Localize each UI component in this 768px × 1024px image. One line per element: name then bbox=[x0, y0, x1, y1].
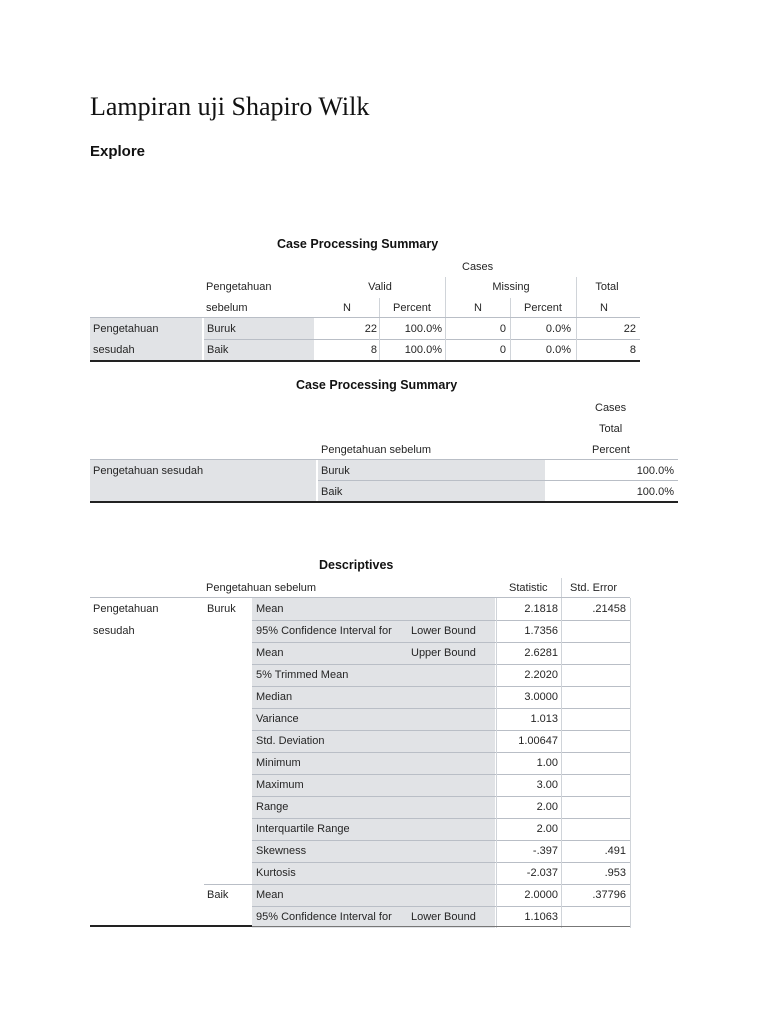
row-variable-label: sesudah bbox=[93, 344, 135, 356]
row-label-baik: Baik bbox=[207, 344, 229, 356]
descriptive-label: Variance bbox=[256, 713, 299, 725]
std-error-value bbox=[563, 775, 626, 795]
statistic-value: 3.0000 bbox=[524, 691, 558, 703]
row-label-buruk: Buruk bbox=[207, 323, 236, 335]
section-heading: Explore bbox=[90, 143, 146, 160]
percent-header: Percent bbox=[524, 302, 562, 314]
descriptive-label: Maximum bbox=[256, 779, 304, 791]
statistic-value: -.397 bbox=[532, 845, 558, 857]
statistic-value: 2.00 bbox=[536, 801, 558, 813]
value-cell: 22 bbox=[623, 323, 636, 335]
statistic-value: 2.0000 bbox=[524, 889, 558, 901]
n-header: N bbox=[474, 302, 482, 314]
total-header: Total bbox=[595, 281, 619, 293]
column-variable-label: Pengetahuan sebelum bbox=[206, 582, 317, 594]
statistic-value: 2.00 bbox=[536, 823, 558, 835]
descriptive-label: Mean bbox=[256, 889, 284, 901]
descriptive-label: Kurtosis bbox=[256, 867, 296, 879]
descriptive-label: Std. Deviation bbox=[256, 735, 325, 747]
std-error-value bbox=[563, 687, 626, 707]
descriptive-label: 95% Confidence Interval for bbox=[256, 911, 392, 923]
descriptive-label: Mean bbox=[256, 647, 284, 659]
statistic-value: 1.00647 bbox=[518, 735, 558, 747]
descriptive-label: Median bbox=[256, 691, 293, 703]
std-error-value: .491 bbox=[604, 845, 626, 857]
std-error-value bbox=[563, 621, 626, 641]
n-header: N bbox=[600, 302, 608, 314]
std-error-value bbox=[563, 907, 626, 927]
statistic-value: 2.1818 bbox=[524, 603, 558, 615]
statistic-header: Statistic bbox=[509, 582, 548, 594]
statistic-value: 3.00 bbox=[536, 779, 558, 791]
std-error-value bbox=[563, 797, 626, 817]
value-cell: 100.0% bbox=[636, 465, 674, 477]
std-error-value bbox=[563, 731, 626, 751]
descriptive-sublabel: Lower Bound bbox=[411, 625, 476, 637]
statistic-value: 2.2020 bbox=[524, 669, 558, 681]
std-error-value bbox=[563, 753, 626, 773]
missing-header: Missing bbox=[492, 281, 530, 293]
column-variable-label: sebelum bbox=[206, 302, 248, 314]
value-cell: 8 bbox=[370, 344, 377, 356]
group-label-buruk: Buruk bbox=[207, 603, 236, 615]
descriptive-label: Mean bbox=[256, 603, 284, 615]
table-title: Case Processing Summary bbox=[277, 237, 439, 251]
descriptive-label: 5% Trimmed Mean bbox=[256, 669, 349, 681]
row-label-baik: Baik bbox=[321, 486, 343, 498]
group-label-baik: Baik bbox=[207, 889, 229, 901]
descriptive-label: Skewness bbox=[256, 845, 307, 857]
std-error-header: Std. Error bbox=[570, 582, 618, 594]
row-label-buruk: Buruk bbox=[321, 465, 350, 477]
statistic-value: -2.037 bbox=[526, 867, 558, 879]
row-variable-label: sesudah bbox=[93, 625, 135, 637]
statistic-value: 1.7356 bbox=[524, 625, 558, 637]
value-cell: 0 bbox=[499, 323, 506, 335]
value-cell: 0 bbox=[499, 344, 506, 356]
value-cell: 100.0% bbox=[404, 344, 442, 356]
std-error-value: .21458 bbox=[592, 603, 626, 615]
valid-header: Valid bbox=[368, 281, 392, 293]
row-variable-label: Pengetahuan bbox=[93, 323, 159, 335]
descriptive-label: Minimum bbox=[256, 757, 301, 769]
statistic-value: 2.6281 bbox=[524, 647, 558, 659]
std-error-value bbox=[563, 643, 626, 663]
cases-header: Cases bbox=[595, 402, 627, 414]
value-cell: 0.0% bbox=[545, 344, 571, 356]
statistic-value: 1.00 bbox=[536, 757, 558, 769]
cases-header: Cases bbox=[462, 261, 494, 273]
std-error-value bbox=[563, 709, 626, 729]
column-variable-label: Pengetahuan bbox=[206, 281, 272, 293]
value-cell: 100.0% bbox=[636, 486, 674, 498]
table-title: Case Processing Summary bbox=[296, 378, 458, 392]
std-error-value bbox=[563, 665, 626, 685]
value-cell: 22 bbox=[364, 323, 377, 335]
value-cell: 0.0% bbox=[545, 323, 571, 335]
statistic-value: 1.013 bbox=[530, 713, 558, 725]
row-variable-label: Pengetahuan sesudah bbox=[93, 465, 204, 477]
std-error-value: .953 bbox=[604, 867, 626, 879]
percent-header: Percent bbox=[592, 444, 630, 456]
total-header: Total bbox=[599, 423, 623, 435]
std-error-value: .37796 bbox=[592, 889, 626, 901]
table-title: Descriptives bbox=[319, 558, 394, 572]
descriptive-label: Interquartile Range bbox=[256, 823, 350, 835]
descriptive-label: 95% Confidence Interval for bbox=[256, 625, 392, 637]
statistic-value: 1.1063 bbox=[524, 911, 558, 923]
row-variable-label: Pengetahuan bbox=[93, 603, 159, 615]
value-cell: 100.0% bbox=[404, 323, 442, 335]
column-variable-label: Pengetahuan sebelum bbox=[321, 444, 432, 456]
n-header: N bbox=[343, 302, 351, 314]
document-title: Lampiran uji Shapiro Wilk bbox=[90, 92, 370, 121]
descriptive-sublabel: Upper Bound bbox=[411, 647, 476, 659]
descriptive-label: Range bbox=[256, 801, 289, 813]
percent-header: Percent bbox=[393, 302, 431, 314]
descriptive-sublabel: Lower Bound bbox=[411, 911, 476, 923]
std-error-value bbox=[563, 819, 626, 839]
value-cell: 8 bbox=[629, 344, 636, 356]
